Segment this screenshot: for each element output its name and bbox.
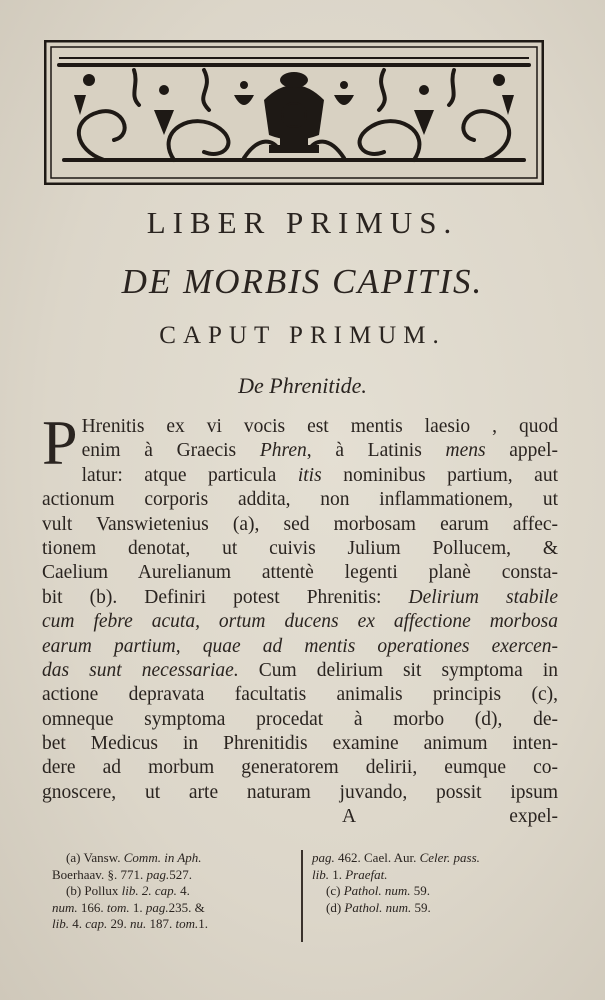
footnote-line (312, 850, 562, 867)
text-run: actione depravata facultatis animalis principis (c), (42, 684, 558, 706)
footnote-line (312, 883, 562, 900)
drop-cap: P (42, 407, 78, 478)
italic-run: pag. (312, 850, 335, 865)
text-run: latur: atque particula (81, 464, 298, 486)
body-line (42, 781, 558, 805)
text-run: omneque symptoma procedat à morbo (d), de- (42, 708, 558, 730)
italic-run: pag. (146, 866, 170, 882)
text-run: bet Medicus in Phrenitidis examine animum inten- (42, 733, 558, 755)
text-run: (c) (326, 883, 344, 898)
italic-run: lib. 2. cap. (121, 883, 177, 898)
italic-run: cap. (85, 916, 108, 931)
footnotes-right (312, 850, 562, 916)
body-line (42, 635, 558, 659)
italic-run: tom. (106, 899, 130, 915)
headpiece-ornament (44, 40, 544, 185)
italic-run: earum partium, quae ad mentis operationes exercen- (42, 635, 558, 657)
text-run: 1. (198, 916, 209, 931)
catchword: expel- (509, 806, 558, 827)
signature-mark: A (342, 806, 357, 827)
body-line (42, 756, 558, 780)
text-run: actionum corporis addita, non inflammationem, ut (42, 489, 558, 511)
footnotes-left (52, 850, 297, 933)
italic-run: das sunt necessariae. (42, 659, 239, 681)
body-line (42, 586, 558, 610)
body-line (42, 464, 558, 488)
italic-run: num. (52, 899, 78, 915)
italic-run: Delirium stabile (408, 586, 558, 608)
text-run: tionem denotat, ut cuivis Julium Pollucem, & (42, 537, 558, 559)
text-run: bit (b). Definiri potest Phrenitis: (42, 586, 409, 608)
text-run: Hrenitis ex vi vocis est mentis laesio , quod (81, 416, 558, 437)
text-run: (b) Pollux (66, 883, 122, 898)
footnote-line (312, 900, 562, 917)
text-run: nominibus partium, aut (321, 464, 558, 486)
body-line (42, 513, 558, 537)
text-run: 527. (169, 866, 192, 882)
body-line (42, 439, 558, 463)
footnote-divider (301, 850, 303, 942)
chapter-heading: CAPUT PRIMUM. (159, 322, 446, 349)
italic-run: lib. (52, 916, 69, 931)
book-heading: LIBER PRIMUS. (146, 205, 459, 240)
text-run: 235. & (168, 899, 205, 915)
text-run: Cum delirium sit symptoma in (238, 659, 558, 681)
body-line (42, 708, 558, 732)
text-run: 4. (68, 916, 86, 931)
text-run: 29. (107, 916, 131, 931)
italic-run: Pathol. num. (344, 899, 412, 915)
text-run: Caelium Aurelianum attentè legenti planè consta- (42, 562, 558, 584)
italic-run: Praefat. (345, 866, 388, 882)
footnote-line (52, 900, 297, 917)
body-text (42, 407, 558, 805)
text-run: 462. Cael. Aur. (334, 850, 420, 865)
body-lines (42, 407, 558, 805)
italic-run: Phren (259, 440, 307, 462)
footnote-line (312, 867, 562, 884)
text-run: gnoscere, ut arte naturam juvando, possit ipsum (42, 781, 558, 803)
section-title: De Phrenitide. (238, 373, 367, 398)
footnote-line (52, 867, 297, 884)
footnote-line (52, 916, 297, 933)
italic-run: itis (297, 464, 322, 486)
text-run: 1. (328, 866, 346, 882)
text-run: enim à Graecis (81, 440, 260, 462)
text-run: 166. (77, 899, 107, 915)
text-run: dere ad morbum generatorem delirii, eumque co- (42, 757, 558, 779)
text-run: , à Latinis (306, 440, 446, 462)
italic-run: tom. (175, 916, 199, 931)
body-line (42, 732, 558, 756)
body-line (42, 610, 558, 634)
text-run: vult Vanswietenius (a), sed morbosam earum affec- (42, 513, 558, 535)
italic-run: Comm. in Aph. (123, 850, 202, 865)
italic-run: nu. (130, 916, 147, 931)
italic-run: lib. (312, 866, 329, 882)
italic-run: cum febre acuta, ortum ducens ex affectione morbosa (42, 611, 558, 633)
body-line (42, 683, 558, 707)
text-run: (d) (326, 899, 345, 915)
text-run: (a) Vansw. (66, 850, 124, 865)
italic-run: Pathol. num. (343, 883, 411, 898)
footnote-line (52, 850, 297, 867)
text-run: 187. (146, 916, 176, 931)
text-run: 4. (176, 883, 190, 898)
italic-run: mens (445, 440, 486, 462)
text-run: 59. (411, 899, 431, 915)
footnote-line (52, 883, 297, 900)
text-run: 1. (129, 899, 146, 915)
italic-run: Celer. pass. (419, 850, 480, 865)
text-run: appel- (485, 440, 558, 462)
body-line (42, 561, 558, 585)
body-line (42, 537, 558, 561)
text-run: 59. (410, 883, 430, 898)
part-heading: DE MORBIS CAPITIS. (121, 262, 484, 301)
italic-run: pag. (145, 899, 169, 915)
text-run: Boerhaav. §. 771. (52, 866, 147, 882)
body-line (42, 488, 558, 512)
body-line (42, 659, 558, 683)
body-line (42, 415, 558, 439)
